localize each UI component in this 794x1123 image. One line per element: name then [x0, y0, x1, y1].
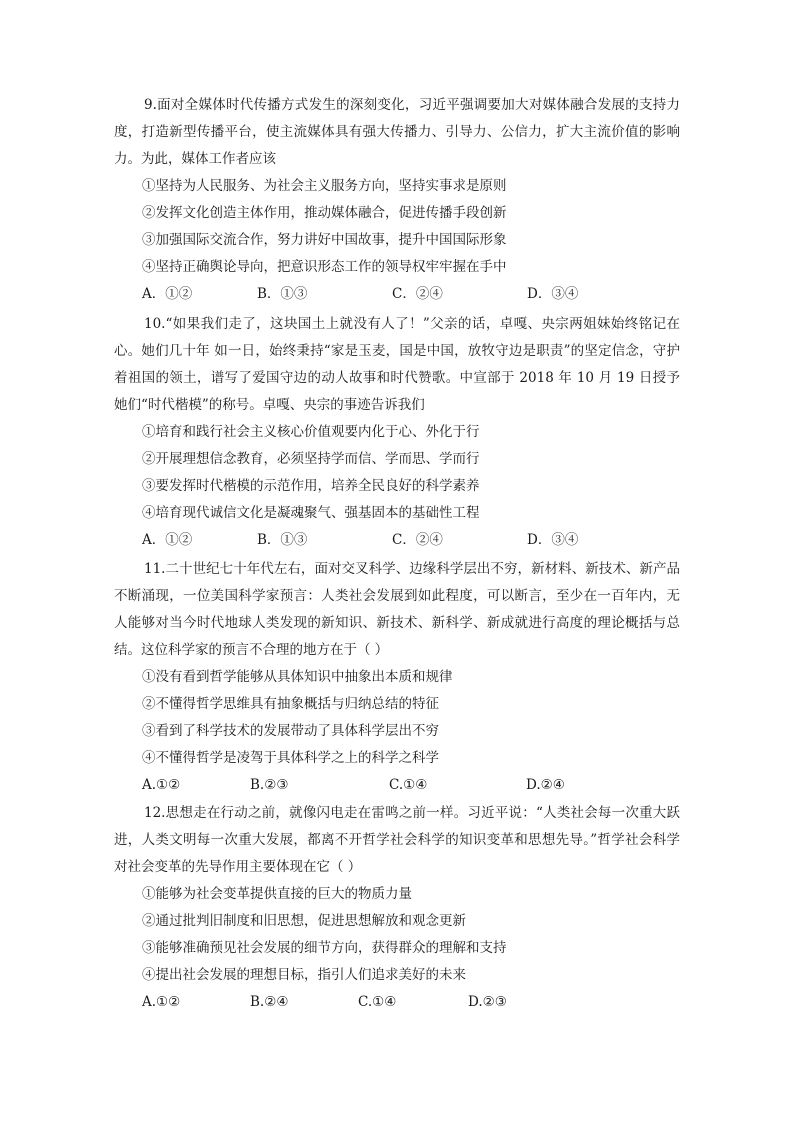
option-1: ①培育和践行社会主义核心价值观要内化于心、外化于行 [142, 424, 480, 440]
choice-b: B．①③ [257, 286, 308, 302]
choice-c: C.①④ [389, 777, 428, 793]
option-1: ①坚持为人民服务、为社会主义服务方向，坚持实事求是原则 [142, 178, 507, 194]
question-stem: 10.“如果我们走了，这块国土上就没有人了！”父亲的话，卓嘎、央宗两姐妹始终铭记在心。她们几十年 如一日，始终秉持“家是玉麦，国是中国，放牧守边是职责”的坚定信念，守护着祖国的领土，谱写了爱国守边的动人故事和时代赞歌。中宣部于 2018 年 10 月 19 日授予她们“时代楷模”的称号。卓嘎、央宗的事迹告诉我们 [114, 316, 680, 413]
option-1: ①能够为社会变革提供直接的巨大的物质力量 [142, 886, 412, 902]
choice-d: D.②③ [468, 994, 507, 1010]
choice-b: B.②④ [250, 994, 289, 1010]
option-3: ③加强国际交流合作，努力讲好中国故事，提升中国国际形象 [142, 232, 507, 248]
option-4: ④培育现代诚信文化是凝魂聚气、强基固本的基础性工程 [142, 505, 480, 521]
answer-choices [114, 989, 680, 1016]
question-stem: 9.面对全媒体时代传播方式发生的深刻变化，习近平强调要加大对媒体融合发展的支持力度，打造新型传播平台，使主流媒体具有强大传播力、引导力、公信力，扩大主流价值的影响力。为此，媒体工作者应该 [114, 97, 680, 167]
option-3: ③看到了科学技术的发展带动了具体科学层出不穷 [142, 723, 439, 739]
option-2: ②开展理想信念教育，必须坚持学而信、学而思、学而行 [142, 451, 480, 467]
question-11 [114, 556, 680, 799]
choice-a: A.①② [142, 777, 181, 793]
option-4: ④不懂得哲学是凌驾于具体科学之上的科学之科学 [142, 750, 439, 766]
choice-c: C.①④ [358, 994, 397, 1010]
choice-a: A．①② [142, 286, 193, 302]
option-2: ②通过批判旧制度和旧思想，促进思想解放和观念更新 [142, 913, 466, 929]
question-10 [114, 311, 680, 554]
option-3: ③能够准确预见社会发展的细节方向，获得群众的理解和支持 [142, 940, 507, 956]
answer-choices [114, 527, 680, 554]
choice-b: B．①③ [257, 532, 308, 548]
option-3: ③要发挥时代楷模的示范作用，培养全民良好的科学素养 [142, 478, 480, 494]
choice-b: B.②③ [250, 777, 289, 793]
option-4: ④坚持正确舆论导向，把意识形态工作的领导权牢牢握在手中 [142, 259, 507, 275]
choice-d: D．③④ [527, 286, 579, 302]
question-12 [114, 800, 680, 1016]
question-9 [114, 92, 680, 308]
option-2: ②发挥文化创造主体作用，推动媒体融合，促进传播手段创新 [142, 205, 507, 221]
option-2: ②不懂得哲学思维具有抽象概括与归纳总结的特征 [142, 696, 439, 712]
question-stem: 12.思想走在行动之前，就像闪电走在雷鸣之前一样。习近平说：“人类社会每一次重大跃进，人类文明每一次重大发展，都离不开哲学社会科学的知识变革和思想先导。”哲学社会科学对社会变革的先导作用主要体现在它（ ） [114, 805, 680, 875]
answer-choices [114, 281, 680, 308]
choice-c: C．②④ [392, 532, 443, 548]
option-1: ①没有看到哲学能够从具体知识中抽象出本质和规律 [142, 669, 453, 685]
answer-choices [114, 772, 680, 799]
option-4: ④提出社会发展的理想目标，指引人们追求美好的未来 [142, 967, 466, 983]
choice-d: D.②④ [526, 777, 565, 793]
question-stem: 11.二十世纪七十年代左右，面对交叉科学、边缘科学层出不穷，新材料、新技术、新产品不断涌现，一位美国科学家预言：人类社会发展到如此程度，可以断言，至少在一百年内，无人能够对当今时代地球人类发现的新知识、新技术、新科学、新成就进行高度的理论概括与总结。这位科学家的预言不合理的地方在于（ ） [114, 561, 680, 658]
choice-a: A．①② [142, 532, 193, 548]
choice-c: C．②④ [392, 286, 443, 302]
choice-d: D．③④ [527, 532, 579, 548]
choice-a: A.①② [142, 994, 181, 1010]
